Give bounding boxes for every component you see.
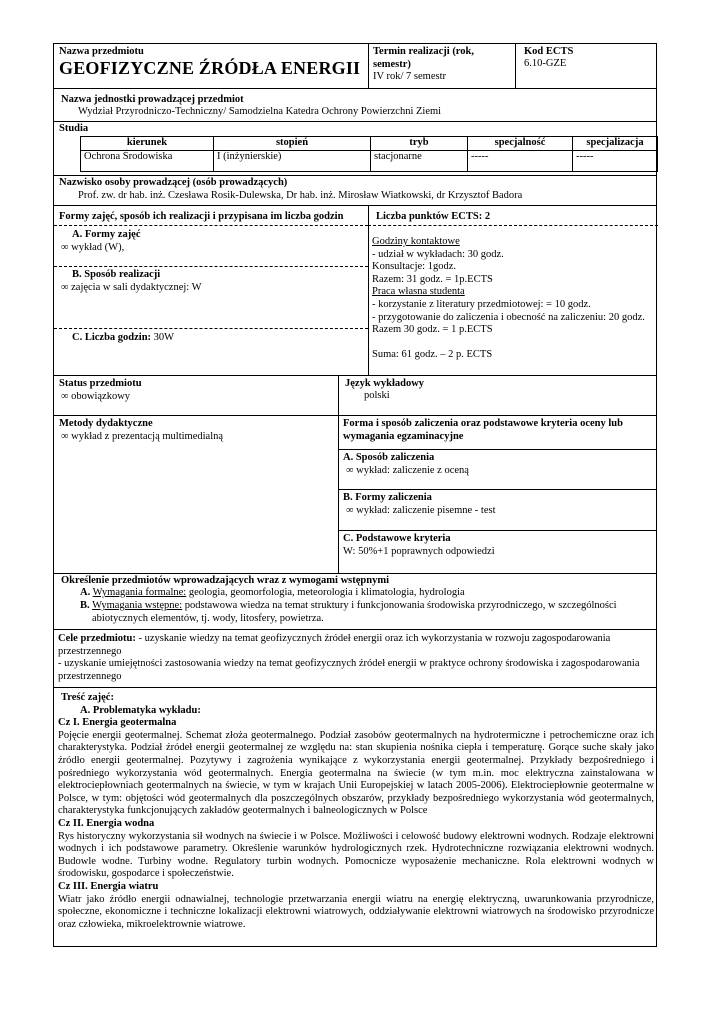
assessment-c-value: W: 50%+1 poprawnych odpowiedzi (343, 546, 495, 557)
forms-c-value: 30W (153, 332, 175, 343)
language-label: Język wykładowy (345, 378, 425, 389)
term-value: IV rok/ 7 semestr (373, 71, 447, 82)
col-tryb: tryb (371, 137, 468, 151)
prereq-a-prefix: A. (80, 587, 91, 598)
contact-line: - udział w wykładach: 30 godz. (372, 248, 504, 260)
content-part-title: Cz III. Energia wiatru (58, 880, 159, 892)
own-work-label: Praca własna studenta (372, 286, 465, 298)
syllabus-document (53, 43, 657, 947)
cell-specjalnosc: ----- (468, 150, 573, 171)
assessment-b-label: B. Formy zaliczenia (343, 492, 432, 503)
ects-details (372, 236, 654, 361)
contact-line: Konsultacje: 1godz. (372, 261, 456, 273)
prereq-b (80, 600, 650, 625)
status-label: Status przedmiotu (59, 378, 142, 389)
subject-name: GEOFIZYCZNE ŹRÓDŁA ENERGII (59, 58, 361, 78)
prereq-b-prefix: B. (80, 600, 90, 611)
content-label: Treść zajęć: (61, 692, 114, 703)
content-sub-label: A. Problematyka wykładu: (80, 704, 201, 716)
content-part-text: Wiatr jako źródło energii odnawialnej, technologie przetwarzania energii wiatru na energię elektryczną, uwarunkowania przyrodnicze, społeczne, ekonomiczne i techniczne lokalizacji elektrowni wiatrowych, oddziaływanie elektrowni wiatrowych na środowisko przyrodnicze oraz człowieka, mikroelektrownie wiatrowe. (58, 893, 654, 930)
own-line: Razem 30 godz. = 1 p.ECTS (372, 324, 493, 336)
content-part-title: Cz I. Energia geotermalna (58, 717, 177, 729)
methods-value: ∞ wykład z prezentacją multimedialną (61, 431, 223, 444)
goals-text-2: - uzyskanie umiejętności zastosowania wiedzy na temat geofizycznych źródeł energii w praktyce ochrony środowiska i zagospodarowania przestrzennego (58, 658, 640, 682)
content-section (58, 692, 654, 931)
lecturers-label: Nazwisko osoby prowadzącej (osób prowadzących) (59, 177, 288, 188)
forms-c-label: C. Liczba godzin: (72, 332, 152, 343)
assessment-a-label: A. Sposób zaliczenia (343, 452, 435, 463)
cell-stopien: I (inżynierskie) (214, 150, 371, 171)
contact-line: Razem: 31 godz. = 1p.ECTS (372, 273, 493, 285)
status-value: ∞ obowiązkowy (61, 391, 130, 404)
ects-code-label: Kod ECTS (524, 46, 574, 57)
studia-table (80, 136, 658, 172)
own-line: - przygotowanie do zaliczenia i obecność na zaliczeniu: 20 godz. (372, 311, 645, 323)
assessment-label-text: Forma i sposób zaliczenia oraz podstawowe kryteria oceny lub wymagania egzaminacyjne (343, 418, 623, 442)
prereq-b-label: Wymagania wstępne: (92, 600, 183, 611)
goals-text-1: - uzyskanie wiedzy na temat geofizycznych źródeł energii oraz ich wykorzystania w rozwoju zagospodarowania przestrzennego (58, 633, 611, 657)
ects-label: Liczba punktów ECTS: 2 (376, 211, 491, 222)
ects-sum: Suma: 61 godz. – 2 p. ECTS (372, 348, 493, 360)
col-specjalizacja: specjalizacja (573, 137, 658, 151)
col-stopien: stopień (214, 137, 371, 151)
prereq-b-text: podstawowa wiedza na temat struktury i funkcjonowania środowiska przyrodniczego, w szczególności abiotycznych elementów, tj. wody, litosfery, powietrza. (92, 600, 617, 624)
cell-tryb: stacjonarne (371, 150, 468, 171)
content-part-title: Cz II. Energia wodna (58, 817, 155, 829)
forms-a-label: A. Formy zajęć (72, 229, 141, 240)
prereq-label: Określenie przedmiotów wprowadzających wraz z wymogami wstępnymi (61, 575, 389, 586)
studia-header-row (81, 137, 658, 151)
goals-section (58, 633, 654, 683)
contact-hours-label: Godziny kontaktowe (372, 236, 460, 247)
forms-a-item: ∞ wykład (W), (61, 242, 124, 255)
subject-label: Nazwa przedmiotu (59, 46, 144, 57)
cell-kierunek: Ochrona Środowiska (81, 150, 214, 171)
methods-label: Metody dydaktyczne (59, 418, 153, 429)
assessment-b-item: ∞ wykład: zaliczenie pisemne - test (346, 505, 496, 518)
unit-value: Wydział Przyrodniczo-Techniczny/ Samodzielna Katedra Ochrony Powierzchni Ziemi (78, 106, 442, 117)
forms-label: Formy zajęć, sposób ich realizacji i przypisana im liczba godzin (59, 211, 344, 222)
cell-specjalizacja: ----- (573, 150, 658, 171)
prereq-a-text: geologia, geomorfologia, meteorologia i klimatologia, hydrologia (188, 587, 465, 598)
studia-label: Studia (59, 123, 89, 134)
studia-data-row (81, 150, 658, 171)
unit-label: Nazwa jednostki prowadzącej przedmiot (61, 94, 244, 105)
term-label: Termin realizacji (rok, semestr) (373, 46, 474, 70)
assessment-label (343, 418, 653, 443)
content-part-text: Pojęcie energii geotermalnej. Schemat złoża geotermalnego. Podział zasobów geotermalnych na hydrotermiczne i petrochemiczne oraz ich charakterystyka. Podział źródeł energii geotermalnej ze względu na: stan skupienia nośnika ciepła i temperaturę. Gorące suche skały jako źródło energii geotermalnej. Pozytywy i zagrożenia wynikające z wykorzystania energii geotermalnej. Przykłady bezpośredniego i pośredniego wykorzystania wód geotermalnych. Energia geotermalna na świecie (w tym m.in. moc elektryczna zainstalowana w elektrociepłowniach geotermalnych na świecie, w tym w krajach Unii Europejskiej w latach 2005-2006). Elektrociepłownie geotermalne w Polsce, w tym: objętości wód geotermalnych dla poszczególnych obszarów, przykłady bezpośredniego wykorzystania wód geotermalnych, charakterystyka funkcjonujących zakładów geotermalnych i balneologicznych w Polsce (58, 729, 654, 817)
assessment-a-item: ∞ wykład: zaliczenie z oceną (346, 465, 469, 478)
content-part-text: Rys historyczny wykorzystania sił wodnych na świecie i w Polsce. Możliwości i celowość budowy elektrowni wodnych. Rodzaje elektrowni wodnych i ich podstawowe parametry. Określenie warunków hydrologicznych rzek. Hydrotechniczne rozwiązania elektrowni wodnych. Budowle wodne. Turbiny wodne. Regulatory turbin wodnych. Pomocnicze wyposażenie mechaniczne. Rola elektrowni wodnych w środowisku, gospodarce i społeczeństwie. (58, 830, 654, 880)
language-value: polski (364, 390, 390, 401)
assessment-c-label: C. Podstawowe kryteria (343, 533, 451, 544)
prereq-a (80, 587, 650, 600)
forms-b-item: ∞ zajęcia w sali dydaktycznej: W (61, 282, 202, 295)
lecturers-value: Prof. zw. dr hab. inż. Czesława Rosik-Dulewska, Dr hab. inż. Mirosław Wiatkowski, dr Krzysztof Badora (78, 190, 523, 201)
col-kierunek: kierunek (81, 137, 214, 151)
ects-code-value: 6.10-GZE (524, 58, 567, 69)
col-specjalnosc: specjalność (468, 137, 573, 151)
forms-b-label: B. Sposób realizacji (72, 269, 161, 280)
goals-label: Cele przedmiotu: (58, 633, 136, 644)
own-line: - korzystanie z literatury przedmiotowej: = 10 godz. (372, 298, 591, 310)
prereq-a-label: Wymagania formalne: (92, 587, 187, 598)
